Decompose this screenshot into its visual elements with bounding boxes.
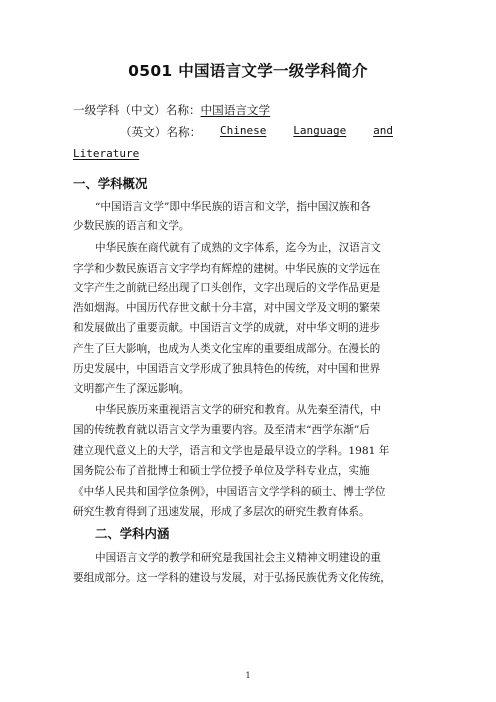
- name-en-word: Language: [293, 124, 347, 137]
- paragraph-line: 研究生教育得到了迅速发展，形成了多层次的研究生教育体系。: [73, 506, 370, 518]
- paragraph-line: 文明都产生了深远影响。: [73, 383, 190, 395]
- paragraph-line: 浩如烟海。中国历代存世文献十分丰富，对中国文学及文明的繁荣: [73, 302, 381, 314]
- paragraph-line: 建立现代意义上的大学，语言和文学也是最早设立的学科。1981 年: [73, 445, 390, 457]
- paragraph-line: 中国语言文学的教学和研究是我国社会主义精神文明建设的重: [95, 552, 382, 564]
- name-cn-value: 中国语言文学: [200, 103, 271, 117]
- discipline-name-cn: [73, 102, 270, 118]
- paragraph-line: 要组成部分。这一学科的建设与发展，对于弘扬民族优秀文化传统，: [73, 572, 391, 584]
- paragraph-line: 中华民族历来重视语言文学的研究和教育。从先秦至清代，中: [95, 404, 382, 416]
- page-number: 1: [245, 671, 251, 680]
- name-cn-label: 一级学科（中文）名称：: [73, 103, 201, 117]
- discipline-name-en: [220, 124, 393, 137]
- section-heading: 一、学科概况: [73, 176, 148, 191]
- paragraph-line: “中国语言文学”即中华民族的语言和文学，指中国汉族和各: [95, 201, 371, 213]
- paragraph-line: 历史发展中，中国语言文学形成了独具特色的传统，对中国和世界: [73, 363, 381, 375]
- paragraph-line: 国的传统教育就以语言文学为重要内容。及至清末“西学东渐”后: [73, 424, 370, 436]
- paragraph-line: 中华民族在商代就有了成熟的文字体系，迄今为止，汉语言文: [95, 242, 382, 254]
- paragraph-line: 产生了巨大影响，也成为人类文化宝库的重要组成部分。在漫长的: [73, 343, 381, 355]
- section-heading: 二、学科内涵: [95, 526, 170, 541]
- paragraph-line: 国务院公布了首批博士和硕士学位授予单位及学科专业点，实施: [73, 465, 370, 477]
- name-en-word: and: [373, 124, 393, 137]
- name-en-word: Literature: [73, 147, 140, 160]
- name-en-label: （英文）名称：: [120, 125, 202, 139]
- page-title: 0501 中国语言文学一级学科简介: [128, 62, 368, 80]
- paragraph-line: 文字产生之前就已经出现了口头创作，文字出现后的文学作品更是: [73, 282, 381, 294]
- paragraph-line: 字学和少数民族语言文字学均有辉煌的建树。中华民族的文学远在: [73, 263, 381, 275]
- name-en-word: Chinese: [220, 124, 267, 137]
- paragraph-line: 《中华人民共和国学位条例》，中国语言文学学科的硕士、博士学位: [73, 486, 386, 498]
- paragraph-line: 和发展做出了重要贡献。中国语言文学的成就，对中华文明的进步: [73, 322, 381, 334]
- paragraph-line: 少数民族的语言和文学。: [73, 220, 190, 232]
